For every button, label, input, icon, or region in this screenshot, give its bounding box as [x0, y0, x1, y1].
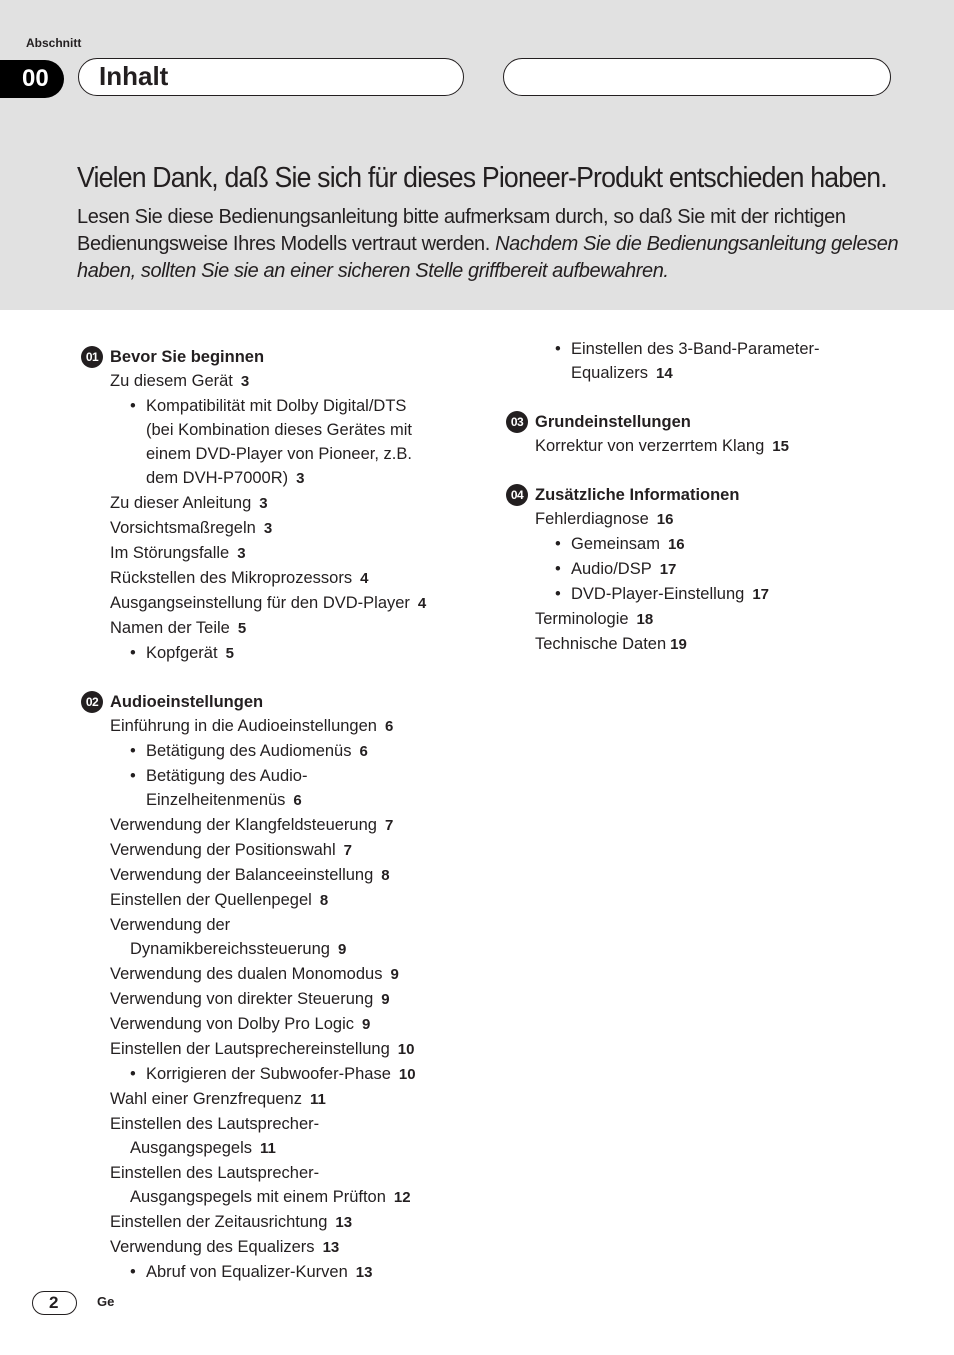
- toc-section-04[interactable]: [510, 483, 820, 507]
- page-ref: 9: [390, 966, 399, 983]
- page-ref: 19: [670, 636, 687, 653]
- page-ref: 7: [384, 817, 394, 834]
- toc-section-01[interactable]: [85, 345, 426, 369]
- page-ref: 11: [309, 1091, 326, 1108]
- toc-subentry[interactable]: • Kopfgerät 5: [110, 641, 426, 666]
- toc-right-column: [510, 337, 820, 657]
- toc-subentry[interactable]: • Abruf von Equalizer-Kurven 13: [110, 1260, 426, 1285]
- page-ref: 6: [293, 792, 302, 809]
- page-number: 2: [32, 1291, 77, 1315]
- page-ref: 9: [337, 941, 347, 958]
- toc-entry[interactable]: Terminologie 18: [535, 610, 654, 628]
- section-title: Audioeinstellungen: [110, 693, 264, 711]
- toc-entry-continued[interactable]: Ausgangspegels mit einem Prüfton 12: [130, 1188, 411, 1206]
- toc-entry[interactable]: Fehlerdiagnose 16: [535, 510, 674, 528]
- section-title: Grundeinstellungen: [535, 413, 691, 431]
- section-badge-03: 03: [506, 411, 528, 433]
- page-ref: 10: [397, 1041, 415, 1058]
- section-badge-02: 02: [81, 691, 103, 713]
- toc-entry[interactable]: Einstellen des Lautsprecher-: [110, 1115, 320, 1133]
- page-ref: 3: [237, 545, 246, 562]
- toc-entry[interactable]: Verwendung der Positionswahl 7: [110, 841, 352, 859]
- toc-subentry[interactable]: • Betätigung des Audio-: [110, 764, 426, 788]
- page-ref: 5: [237, 620, 247, 637]
- toc-left-column: [85, 345, 427, 1285]
- page-ref: 10: [398, 1066, 416, 1083]
- toc-entry[interactable]: Verwendung der: [110, 916, 231, 934]
- page-ref: 4: [360, 570, 369, 587]
- page-ref: 5: [225, 645, 234, 662]
- section-badge-01: 01: [81, 346, 103, 368]
- page-ref: 15: [772, 438, 789, 455]
- page-ref: 14: [656, 365, 673, 382]
- page-ref: 13: [335, 1214, 353, 1231]
- toc-section-03[interactable]: [510, 410, 820, 434]
- toc-subentry[interactable]: • Audio/DSP 17: [535, 557, 820, 582]
- toc-entry[interactable]: Verwendung des dualen Monomodus 9: [110, 965, 399, 983]
- toc-entry[interactable]: Einstellen der Zeitausrichtung 13: [110, 1213, 353, 1231]
- toc-entry[interactable]: Verwendung der Klangfeldsteuerung 7: [110, 816, 394, 834]
- toc-entry-continued[interactable]: Ausgangspegels 11: [130, 1139, 276, 1157]
- section-badge-04: 04: [506, 484, 528, 506]
- page-title: Inhalt: [99, 61, 169, 91]
- toc-entry[interactable]: Korrektur von verzerrtem Klang 15: [535, 437, 789, 455]
- toc-subentry[interactable]: • Korrigieren der Subwoofer-Phase 10: [110, 1062, 426, 1087]
- toc-subentry[interactable]: • Kompatibilität mit Dolby Digital/DTS: [110, 394, 426, 418]
- intro-italic-text: Nachdem Sie die Bedienungsanleitung gelesen haben, sollten Sie sie an einer sicheren Stelle griffbereit aufbewahren.: [77, 233, 899, 282]
- page-ref: 16: [667, 536, 685, 553]
- toc-section-02[interactable]: [85, 690, 426, 714]
- page-ref: 17: [752, 586, 770, 603]
- toc-subentry[interactable]: • DVD-Player-Einstellung 17: [535, 582, 820, 607]
- intro-text: Lesen Sie diese Bedienungsanleitung bitte aufmerksam durch, so daß Sie mit der richtigen Bedienungsweise Ihres Modells vertraut werden.: [77, 206, 846, 255]
- toc-entry[interactable]: Im Störungsfalle 3: [110, 544, 246, 562]
- page-ref: 18: [636, 611, 654, 628]
- page-ref: 6: [384, 718, 394, 735]
- toc-subentry[interactable]: • Einstellen des 3-Band-Parameter-: [535, 337, 820, 361]
- toc-entry[interactable]: Einführung in die Audioeinstellungen 6: [110, 717, 394, 735]
- toc-entry[interactable]: Technische Daten 19: [535, 635, 687, 653]
- page-ref: 6: [359, 743, 368, 760]
- section-number-badge: 00: [0, 60, 64, 98]
- toc-entry-continued[interactable]: Dynamikbereichssteuerung 9: [130, 940, 347, 958]
- title-box: [78, 58, 464, 96]
- page-ref: 3: [296, 470, 305, 487]
- blank-title-box: [503, 58, 891, 96]
- toc-subentry-continued[interactable]: (bei Kombination dieses Gerätes mit: [146, 421, 412, 439]
- page-ref: 3: [263, 520, 273, 537]
- toc-subentry-continued[interactable]: einem DVD-Player von Pioneer, z.B.: [146, 445, 412, 463]
- intro-paragraph: [77, 204, 907, 285]
- page-ref: 9: [362, 1016, 371, 1033]
- toc-subentry-continued[interactable]: Einzelheitenmenüs 6: [146, 791, 302, 809]
- page-ref: 16: [656, 511, 674, 528]
- toc-entry[interactable]: Verwendung der Balanceeinstellung 8: [110, 866, 390, 884]
- toc-entry[interactable]: Ausgangseinstellung für den DVD-Player 4: [110, 594, 427, 612]
- headline: Vielen Dank, daß Sie sich für dieses Pioneer-Produkt entschieden haben.: [77, 162, 887, 194]
- toc-entry[interactable]: Zu diesem Gerät 3: [110, 372, 250, 390]
- page-ref: 13: [355, 1264, 373, 1281]
- toc-entry[interactable]: Verwendung des Equalizers 13: [110, 1238, 340, 1256]
- toc-entry[interactable]: Wahl einer Grenzfrequenz 11: [110, 1090, 326, 1108]
- toc-subentry-continued[interactable]: Equalizers 14: [571, 364, 673, 382]
- page-ref: 8: [381, 867, 390, 884]
- page-ref: 4: [417, 595, 427, 612]
- toc-entry[interactable]: Namen der Teile 5: [110, 619, 247, 637]
- language-code: Ge: [97, 1294, 115, 1309]
- page-ref: 11: [260, 1140, 276, 1157]
- section-title: Zusätzliche Informationen: [535, 486, 740, 504]
- toc-entry[interactable]: Einstellen der Quellenpegel 8: [110, 891, 329, 909]
- page-ref: 13: [322, 1239, 340, 1256]
- page-ref: 8: [319, 892, 329, 909]
- toc-entry[interactable]: Vorsichtsmaßregeln 3: [110, 519, 273, 537]
- page-ref: 9: [381, 991, 390, 1008]
- toc-subentry[interactable]: • Gemeinsam 16: [535, 532, 820, 557]
- toc-entry[interactable]: Verwendung von direkter Steuerung 9: [110, 990, 390, 1008]
- section-title: Bevor Sie beginnen: [110, 348, 265, 366]
- toc-entry[interactable]: Zu dieser Anleitung 3: [110, 494, 268, 512]
- toc-subentry-continued[interactable]: dem DVH-P7000R) 3: [146, 469, 305, 487]
- toc-entry[interactable]: Einstellen des Lautsprecher-: [110, 1164, 320, 1182]
- section-label: Abschnitt: [26, 36, 82, 50]
- toc-entry[interactable]: Rückstellen des Mikroprozessors 4: [110, 569, 369, 587]
- page-ref: 12: [393, 1189, 411, 1206]
- page-ref: 3: [259, 495, 268, 512]
- toc-entry[interactable]: Verwendung von Dolby Pro Logic 9: [110, 1015, 371, 1033]
- toc-subentry[interactable]: • Betätigung des Audiomenüs 6: [110, 739, 426, 764]
- page-ref: 7: [343, 842, 352, 859]
- toc-entry[interactable]: Einstellen der Lautsprechereinstellung 10: [110, 1040, 415, 1058]
- page-ref: 3: [240, 373, 250, 390]
- page-ref: 17: [659, 561, 677, 578]
